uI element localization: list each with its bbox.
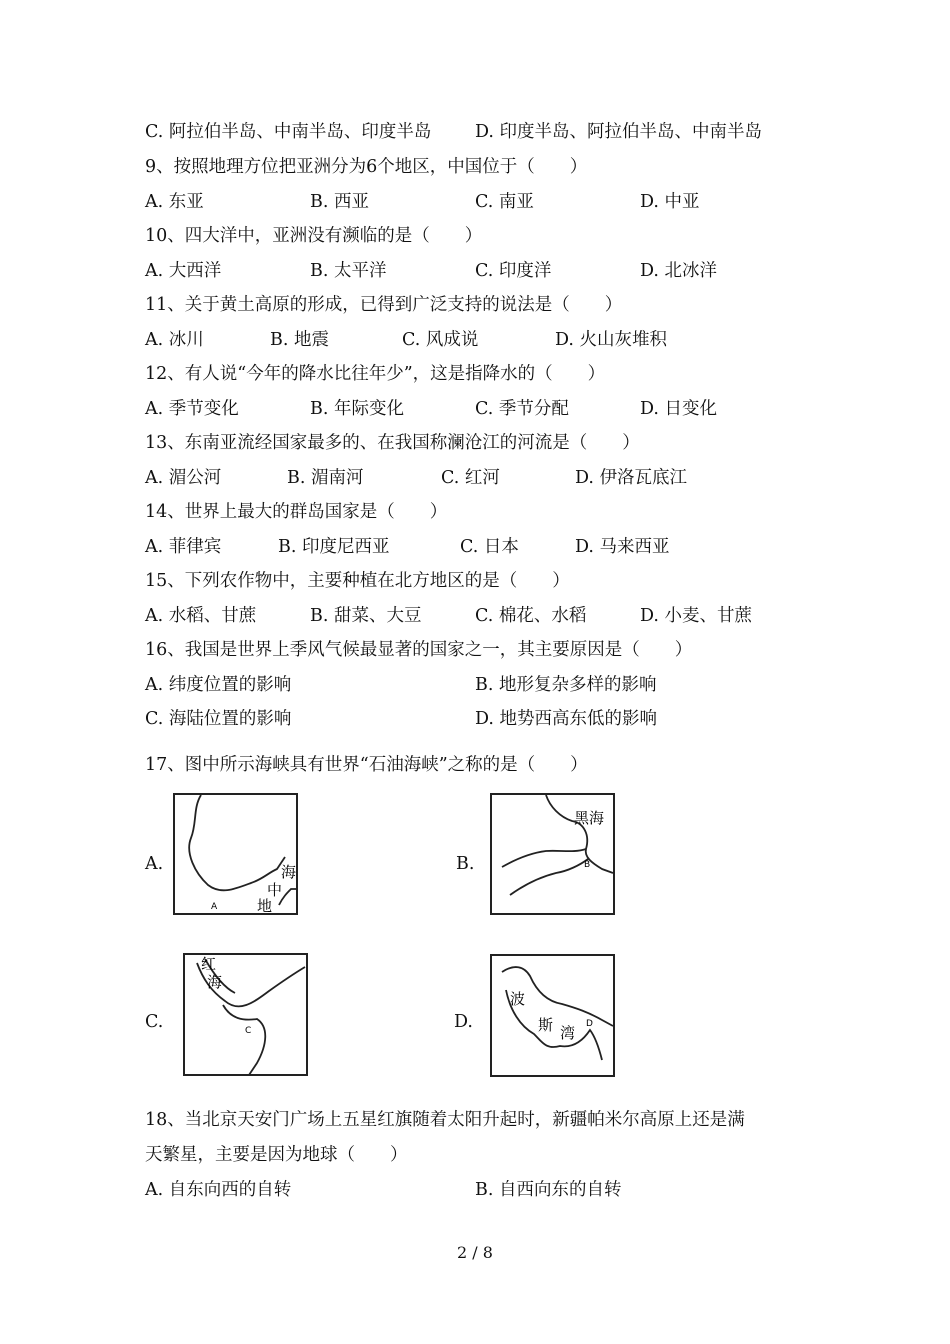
q18-option-a: A. 自东向西的自转	[145, 1180, 292, 1200]
q17-stem: 17、图中所示海峡具有世界“石油海峡”之称的是（ ）	[145, 755, 588, 775]
q17-option-a-label: A.	[145, 854, 164, 874]
q8-option-d: D. 印度半岛、阿拉伯半岛、中南半岛	[475, 122, 763, 142]
strait-d-letter: D	[586, 1019, 593, 1029]
strait-b-letter: B	[584, 860, 591, 870]
black-sea-label: 黑海	[574, 809, 605, 827]
q13-option-b: B. 湄南河	[287, 468, 364, 488]
q18-stem-line2: 天繁星，主要是因为地球（ ）	[145, 1145, 408, 1165]
q15-stem: 15、下列农作物中，主要种植在北方地区的是（ ）	[145, 571, 570, 591]
q16-option-a: A. 纬度位置的影响	[145, 675, 292, 695]
q13-option-c: C. 红河	[441, 468, 500, 488]
sea-char-2: 中	[267, 881, 283, 899]
q15-option-c: C. 棉花、水稻	[475, 606, 587, 626]
q11-option-c: C. 风成说	[402, 330, 479, 350]
q10-stem: 10、四大洋中，亚洲没有濒临的是（ ）	[145, 226, 483, 246]
q9-option-a: A. 东亚	[145, 192, 204, 212]
q9-option-d: D. 中亚	[640, 192, 700, 212]
q17-option-c-label: C.	[145, 1012, 164, 1032]
q15-option-b: B. 甜菜、大豆	[310, 606, 422, 626]
q11-option-a: A. 冰川	[145, 330, 204, 350]
q18-option-b: B. 自西向东的自转	[475, 1180, 622, 1200]
sea-char-3: 地	[257, 897, 273, 915]
persian-gulf-char-2: 斯	[538, 1016, 554, 1034]
strait-c-letter: C	[245, 1026, 252, 1036]
q11-option-d: D. 火山灰堆积	[555, 330, 668, 350]
q15-option-a: A. 水稻、甘蔗	[145, 606, 257, 626]
q12-option-b: B. 年际变化	[310, 399, 404, 419]
q11-option-b: B. 地震	[270, 330, 329, 350]
strait-map-d	[490, 954, 615, 1077]
q13-option-d: D. 伊洛瓦底江	[575, 468, 688, 488]
strait-map-b	[490, 793, 615, 915]
q10-option-c: C. 印度洋	[475, 261, 552, 281]
red-sea-char-1: 红	[201, 955, 217, 973]
strait-map-c	[183, 953, 308, 1076]
q16-option-d: D. 地势西高东低的影响	[475, 709, 658, 729]
q12-option-d: D. 日变化	[640, 399, 718, 419]
q14-option-c: C. 日本	[460, 537, 519, 557]
q14-option-a: A. 菲律宾	[145, 537, 222, 557]
q10-option-b: B. 太平洋	[310, 261, 387, 281]
persian-gulf-char-1: 波	[510, 990, 526, 1008]
q14-option-b: B. 印度尼西亚	[278, 537, 390, 557]
q10-option-d: D. 北冰洋	[640, 261, 718, 281]
q13-option-a: A. 湄公河	[145, 468, 222, 488]
q10-option-a: A. 大西洋	[145, 261, 222, 281]
q17-option-b-label: B.	[456, 854, 475, 874]
q11-stem: 11、关于黄土高原的形成，已得到广泛支持的说法是（ ）	[145, 295, 623, 315]
q15-option-d: D. 小麦、甘蔗	[640, 606, 753, 626]
strait-map-a	[173, 793, 298, 915]
strait-a-letter: A	[211, 902, 218, 912]
sea-char-1: 海	[281, 863, 297, 881]
q12-stem: 12、有人说“今年的降水比往年少”，这是指降水的（ ）	[145, 364, 606, 384]
q18-stem-line1: 18、当北京天安门广场上五星红旗随着太阳升起时，新疆帕米尔高原上还是满	[145, 1110, 745, 1130]
q14-option-d: D. 马来西亚	[575, 537, 670, 557]
q14-stem: 14、世界上最大的群岛国家是（ ）	[145, 502, 448, 522]
q17-option-d-label: D.	[454, 1012, 473, 1032]
q16-option-c: C. 海陆位置的影响	[145, 709, 292, 729]
q9-option-c: C. 南亚	[475, 192, 534, 212]
q8-option-c: C. 阿拉伯半岛、中南半岛、印度半岛	[145, 122, 432, 142]
q9-stem: 9、按照地理方位把亚洲分为6个地区，中国位于（ ）	[145, 157, 588, 177]
q16-option-b: B. 地形复杂多样的影响	[475, 675, 657, 695]
persian-gulf-char-3: 湾	[560, 1024, 576, 1042]
q12-option-a: A. 季节变化	[145, 399, 239, 419]
q16-stem: 16、我国是世界上季风气候最显著的国家之一，其主要原因是（ ）	[145, 640, 693, 660]
q9-option-b: B. 西亚	[310, 192, 369, 212]
q12-option-c: C. 季节分配	[475, 399, 569, 419]
red-sea-char-2: 海	[207, 973, 223, 991]
q13-stem: 13、东南亚流经国家最多的、在我国称澜沧江的河流是（ ）	[145, 433, 640, 453]
page-number: 2 / 8	[457, 1243, 493, 1262]
